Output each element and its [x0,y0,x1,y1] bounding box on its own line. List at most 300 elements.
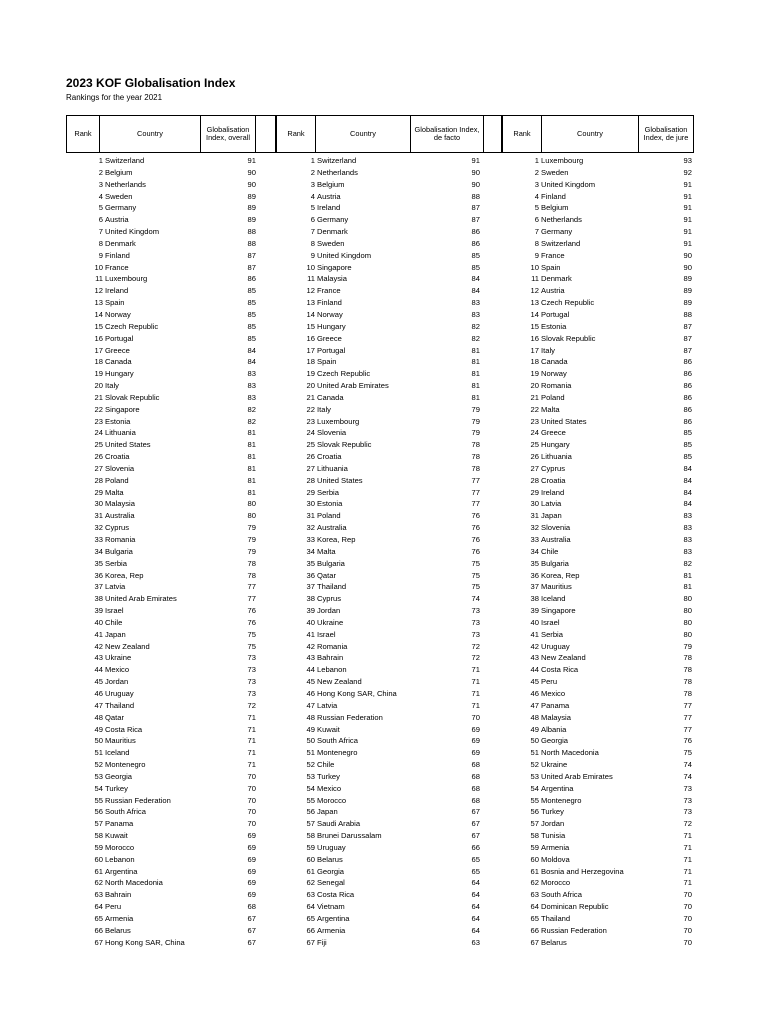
table-row [276,570,502,582]
rank-cell: 62 [94,878,103,888]
rank-cell: 60 [306,854,315,864]
ranking-column-overall [66,155,276,949]
table-row [502,404,694,416]
rank-cell: 55 [306,795,315,805]
country-cell: Estonia [317,499,343,509]
index-value-cell: 91 [683,238,692,248]
index-value-cell: 73 [247,653,256,663]
index-value-cell: 68 [471,783,480,793]
table-row [276,676,502,688]
country-cell: Ukraine [317,617,344,627]
country-cell: Saudi Arabia [317,819,361,829]
rank-cell: 64 [94,902,103,912]
country-cell: Spain [317,357,337,367]
table-row [502,617,694,629]
header-index-defacto: Globalisation Index, de facto [414,124,480,142]
index-value-cell: 84 [471,274,480,284]
table-row [66,226,276,238]
rank-cell: 25 [530,440,539,450]
index-value-cell: 77 [683,712,692,722]
country-cell: Germany [105,203,137,213]
table-row [276,652,502,664]
index-value-cell: 81 [247,487,256,497]
country-cell: Japan [317,807,338,817]
table-row [502,262,694,274]
table-row [66,487,276,499]
table-row [276,641,502,653]
index-value-cell: 75 [471,558,480,568]
table-row [502,712,694,724]
table-row [502,629,694,641]
index-value-cell: 69 [471,724,480,734]
index-value-cell: 73 [471,617,480,627]
rank-cell: 34 [530,546,539,556]
country-cell: Croatia [541,475,566,485]
country-cell: Tunisia [541,831,566,841]
rank-cell: 37 [94,582,103,592]
index-value-cell: 83 [247,369,256,379]
ranking-column-defacto [276,155,502,949]
country-cell: Lebanon [105,854,135,864]
country-cell: Mexico [105,665,130,675]
index-value-cell: 71 [471,700,480,710]
rank-cell: 18 [306,357,315,367]
country-cell: Latvia [541,499,562,509]
country-cell: United Arab Emirates [317,381,389,391]
country-cell: Malta [105,487,124,497]
country-cell: South Africa [105,807,146,817]
index-value-cell: 85 [471,250,480,260]
rank-cell: 58 [306,831,315,841]
index-value-cell: 76 [471,511,480,521]
rank-cell: 61 [530,866,539,876]
country-cell: Morocco [105,842,135,852]
rank-cell: 31 [94,511,103,521]
table-row [66,617,276,629]
table-row [502,688,694,700]
rank-cell: 1 [534,156,539,165]
country-cell: Finland [105,250,130,260]
table-row [502,250,694,262]
rank-cell: 59 [530,842,539,852]
index-value-cell: 70 [471,712,480,722]
table-row [502,510,694,522]
rank-cell: 27 [94,463,103,473]
index-value-cell: 67 [247,914,256,923]
country-cell: Slovak Republic [105,392,160,402]
rank-cell: 46 [530,688,539,698]
table-row [502,866,694,878]
rank-cell: 7 [98,227,103,237]
table-row [66,724,276,736]
country-cell: France [317,286,341,296]
index-value-cell: 69 [247,854,256,864]
index-value-cell: 80 [683,629,692,639]
table-row [276,345,502,357]
table-row [276,629,502,641]
rank-cell: 26 [306,452,315,462]
index-value-cell: 78 [247,570,256,580]
table-row [276,771,502,783]
table-row [502,889,694,901]
index-value-cell: 77 [683,724,692,734]
rank-cell: 4 [310,191,315,201]
rank-cell: 59 [94,842,103,852]
country-cell: Slovak Republic [541,333,596,343]
country-cell: Poland [317,511,341,521]
header-index-overall: Globalisation Index, overall [206,124,250,142]
table-row [66,202,276,214]
country-cell: Sweden [105,191,133,201]
rank-cell: 14 [94,309,103,319]
rank-cell: 53 [94,771,103,781]
table-row [276,510,502,522]
index-value-cell: 78 [683,688,692,698]
index-value-cell: 73 [683,795,692,805]
table-row [276,214,502,226]
table-row [276,155,502,167]
rank-cell: 47 [530,700,539,710]
table-row [276,735,502,747]
table-row [66,546,276,558]
rank-cell: 35 [306,558,315,568]
rank-cell: 13 [306,298,315,308]
table-row [502,498,694,510]
country-cell: Switzerland [317,156,357,165]
rank-cell: 64 [530,902,539,912]
table-row [502,214,694,226]
country-cell: Bahrain [317,653,344,663]
rank-cell: 51 [94,748,103,758]
index-value-cell: 84 [683,487,692,497]
table-row [276,818,502,830]
country-cell: Austria [105,215,129,225]
index-value-cell: 89 [247,203,256,213]
rank-cell: 50 [530,736,539,746]
rank-cell: 11 [307,274,315,284]
index-value-cell: 71 [247,736,256,746]
country-cell: Georgia [317,866,345,876]
table-row [276,700,502,712]
table-row [276,356,502,368]
index-value-cell: 78 [471,440,480,450]
index-value-cell: 87 [683,333,692,343]
index-value-cell: 89 [683,286,692,296]
table-row [502,356,694,368]
country-cell: New Zealand [105,641,150,651]
table-row [66,747,276,759]
table-row [502,581,694,593]
rank-cell: 15 [94,321,103,331]
table-row [276,546,502,558]
country-cell: Jordan [317,606,341,616]
index-value-cell: 76 [471,546,480,556]
index-value-cell: 86 [471,238,480,248]
rank-cell: 3 [534,179,539,189]
rank-cell: 11 [95,274,103,284]
rank-cell: 11 [531,274,539,284]
rank-cell: 21 [530,392,539,402]
rank-cell: 10 [94,262,103,272]
index-value-cell: 90 [471,179,480,189]
country-cell: Vietnam [317,902,345,912]
table-row [66,877,276,889]
table-row [502,937,694,949]
table-row [276,806,502,818]
rank-cell: 39 [94,606,103,616]
country-cell: Poland [541,392,565,402]
country-cell: Cyprus [105,523,130,533]
country-cell: United Kingdom [105,227,160,237]
rank-cell: 21 [306,392,315,402]
country-cell: Latvia [317,700,338,710]
rank-cell: 31 [306,511,315,521]
index-value-cell: 93 [683,156,692,165]
table-row [502,925,694,937]
table-row [276,783,502,795]
country-cell: Costa Rica [541,665,579,675]
page-subtitle: Rankings for the year 2021 [66,93,163,102]
index-value-cell: 79 [247,535,256,544]
table-row [276,297,502,309]
index-value-cell: 69 [471,736,480,746]
table-row [502,380,694,392]
country-cell: Iceland [105,748,130,758]
country-cell: Montenegro [105,760,146,770]
country-cell: Luxembourg [541,156,584,165]
country-cell: Ireland [105,286,129,296]
table-row [66,427,276,439]
country-cell: Thailand [317,582,347,592]
country-cell: Norway [105,309,131,319]
index-value-cell: 90 [683,262,692,272]
index-value-cell: 86 [683,357,692,367]
table-row [276,937,502,949]
index-value-cell: 77 [683,700,692,710]
index-value-cell: 86 [683,369,692,379]
rank-cell: 54 [530,783,539,793]
index-value-cell: 81 [471,345,480,355]
table-row [276,581,502,593]
rank-cell: 33 [306,535,315,544]
rank-cell: 45 [530,677,539,687]
country-cell: Senegal [317,878,345,888]
country-cell: Australia [105,511,135,521]
rank-cell: 5 [310,203,315,213]
table-row [66,913,276,925]
index-value-cell: 87 [471,203,480,213]
index-value-cell: 81 [247,463,256,473]
index-value-cell: 73 [247,688,256,698]
index-value-cell: 70 [247,807,256,817]
rank-cell: 40 [530,617,539,627]
country-cell: Chile [317,760,335,770]
country-cell: Argentina [541,783,574,793]
index-value-cell: 81 [471,357,480,367]
rank-cell: 37 [306,582,315,592]
rank-cell: 41 [94,629,103,639]
rank-cell: 22 [306,404,315,414]
rank-cell: 2 [310,167,315,177]
country-cell: Thailand [105,700,135,710]
rank-cell: 58 [94,831,103,841]
table-row [276,427,502,439]
country-cell: Malaysia [541,712,571,722]
rank-cell: 46 [306,688,315,698]
rank-cell: 66 [94,925,103,935]
index-value-cell: 81 [471,381,480,391]
country-cell: Argentina [105,866,138,876]
rank-cell: 49 [530,724,539,734]
rank-cell: 8 [534,238,539,248]
table-row [66,806,276,818]
rank-cell: 14 [530,309,539,319]
rank-cell: 3 [98,179,103,189]
rank-cell: 42 [530,641,539,651]
country-cell: Italy [105,381,119,391]
table-row [66,191,276,203]
country-cell: Montenegro [317,748,358,758]
index-value-cell: 64 [471,902,480,912]
index-value-cell: 63 [471,937,480,947]
index-value-cell: 90 [247,167,256,177]
rank-cell: 66 [530,925,539,935]
country-cell: Ukraine [105,653,132,663]
index-value-cell: 65 [471,854,480,864]
table-row [66,937,276,949]
rank-cell: 60 [94,854,103,864]
table-row [502,806,694,818]
country-cell: Uruguay [317,842,346,852]
country-cell: Malta [317,546,336,556]
table-row [502,439,694,451]
rank-cell: 45 [94,677,103,687]
country-cell: Mexico [317,783,342,793]
country-cell: Finland [541,191,566,201]
country-cell: Austria [317,191,341,201]
country-cell: Lebanon [317,665,347,675]
rank-cell: 15 [306,321,315,331]
rank-cell: 56 [530,807,539,817]
table-row [276,901,502,913]
table-row [276,712,502,724]
table-row [502,854,694,866]
table-row [276,416,502,428]
rank-cell: 57 [530,819,539,829]
index-value-cell: 86 [683,392,692,402]
rank-cell: 20 [306,381,315,391]
rank-cell: 32 [94,523,103,533]
table-row [502,427,694,439]
rank-cell: 54 [94,783,103,793]
table-row [502,913,694,925]
country-cell: Poland [105,475,129,485]
index-value-cell: 73 [247,677,256,687]
table-row [502,368,694,380]
index-value-cell: 69 [247,866,256,876]
index-value-cell: 88 [247,238,256,248]
country-cell: Germany [541,227,573,237]
country-cell: Slovenia [105,463,135,473]
table-row [276,617,502,629]
index-value-cell: 68 [471,760,480,770]
rank-cell: 31 [530,511,539,521]
table-row [502,842,694,854]
country-cell: Romania [317,641,348,651]
index-value-cell: 84 [471,286,480,296]
country-cell: South Africa [317,736,358,746]
rank-cell: 36 [94,570,103,580]
index-value-cell: 64 [471,914,480,923]
index-value-cell: 67 [247,937,256,947]
rank-cell: 20 [530,381,539,391]
rank-cell: 24 [306,428,315,438]
index-value-cell: 91 [683,227,692,237]
table-row [66,771,276,783]
country-cell: Slovak Republic [317,440,372,450]
index-value-cell: 73 [683,807,692,817]
table-row [276,191,502,203]
country-cell: Turkey [541,807,564,817]
rank-cell: 51 [306,748,315,758]
rank-cell: 23 [530,416,539,426]
table-row [502,297,694,309]
rank-cell: 24 [530,428,539,438]
table-row [276,889,502,901]
index-value-cell: 79 [247,523,256,533]
country-cell: United Kingdom [541,179,596,189]
table-row [502,273,694,285]
index-value-cell: 70 [247,783,256,793]
table-row [66,676,276,688]
table-row [502,759,694,771]
index-value-cell: 71 [683,854,692,864]
index-value-cell: 75 [471,570,480,580]
table-row [66,285,276,297]
country-cell: Hong Kong SAR, China [317,688,397,698]
rank-cell: 62 [306,878,315,888]
index-value-cell: 71 [683,866,692,876]
rank-cell: 63 [530,890,539,900]
index-value-cell: 84 [683,463,692,473]
table-row [276,309,502,321]
rank-cell: 50 [306,736,315,746]
index-value-cell: 74 [683,771,692,781]
country-cell: Luxembourg [105,274,148,284]
table-row [276,475,502,487]
table-row [66,842,276,854]
table-row [276,534,502,546]
country-cell: Spain [105,298,125,308]
rank-cell: 44 [94,665,103,675]
table-row [66,783,276,795]
table-row [66,688,276,700]
rank-cell: 32 [306,523,315,533]
rank-cell: 22 [530,404,539,414]
index-value-cell: 84 [247,345,256,355]
table-row [276,866,502,878]
rank-cell: 8 [98,238,103,248]
index-value-cell: 73 [247,665,256,675]
country-cell: Panama [105,819,134,829]
country-cell: Mauritius [105,736,136,746]
rank-cell: 66 [306,925,315,935]
rank-cell: 47 [94,700,103,710]
country-cell: Croatia [105,452,130,462]
table-row [66,368,276,380]
table-row [66,333,276,345]
country-cell: Serbia [541,629,563,639]
